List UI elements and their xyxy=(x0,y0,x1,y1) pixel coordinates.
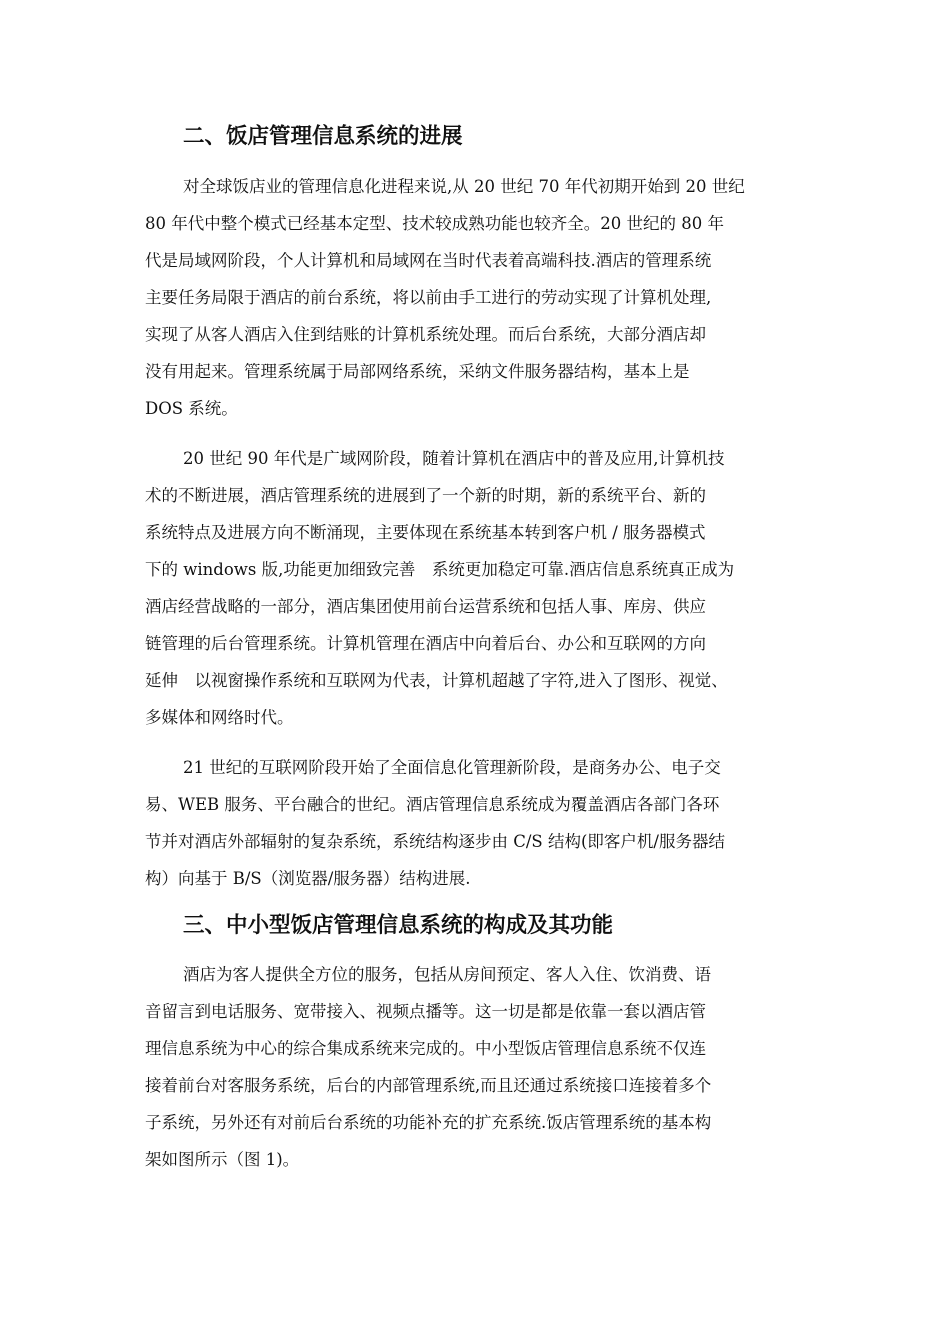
text-line: 酒店经营战略的一部分，酒店集团使用前台运营系统和包括人事、库房、供应 xyxy=(145,597,706,616)
text-line: 系统特点及进展方向不断涌现，主要体现在系统基本转到客户机 / 服务器模式 xyxy=(145,523,706,542)
text-line: 音留言到电话服务、宽带接入、视频点播等。这一切是都是依靠一套以酒店管 xyxy=(145,1002,706,1021)
text-line: 实现了从客人酒店入住到结账的计算机系统处理。而后台系统，大部分酒店却 xyxy=(145,325,706,344)
text-line: 链管理的后台管理系统。计算机管理在酒店中向着后台、办公和互联网的方向 xyxy=(145,634,706,653)
text-line: 酒店为客人提供全方位的服务，包括从房间预定、客人入住、饮消费、语 xyxy=(183,965,711,984)
section-3-heading: 三、中小型饭店管理信息系统的构成及其功能 xyxy=(183,913,614,938)
text-line: 21 世纪的互联网阶段开始了全面信息化管理新阶段，是商务办公、电子交 xyxy=(183,758,721,777)
text-line: 易、WEB 服务、平台融合的世纪。酒店管理信息系统成为覆盖酒店各部门各环 xyxy=(145,795,720,814)
text-line: 多媒体和网络时代。 xyxy=(145,708,294,727)
text-line: 构）向基于 B/S（浏览器/服务器）结构进展. xyxy=(145,869,471,888)
text-line: 架如图所示（图 1)。 xyxy=(145,1150,300,1169)
text-line: 子系统，另外还有对前后台系统的功能补充的扩充系统.饭店管理系统的基本构 xyxy=(145,1113,712,1132)
section-2-paragraph-2 xyxy=(145,440,835,736)
section-2-heading: 二、饭店管理信息系统的进展 xyxy=(183,124,463,149)
text-line: 对全球饭店业的管理信息化进程来说,从 20 世纪 70 年代初期开始到 20 世纪 xyxy=(183,177,745,196)
text-line: 延伸 以视窗操作系统和互联网为代表，计算机超越了字符,进入了图形、视觉、 xyxy=(145,671,728,690)
text-line: 理信息系统为中心的综合集成系统来完成的。中小型饭店管理信息系统不仅连 xyxy=(145,1039,706,1058)
section-2-paragraph-3 xyxy=(145,749,835,897)
section-3-paragraph-1 xyxy=(145,956,835,1178)
section-2-paragraph-1 xyxy=(145,168,835,427)
text-line: 代是局域网阶段，个人计算机和局域网在当时代表着高端科技.酒店的管理系统 xyxy=(145,251,712,270)
text-line: 节并对酒店外部辐射的复杂系统，系统结构逐步由 C/S 结构(即客户机/服务器结 xyxy=(145,832,725,851)
text-line: DOS 系统。 xyxy=(145,399,238,418)
text-line: 没有用起来。管理系统属于局部网络系统，采纳文件服务器结构，基本上是 xyxy=(145,362,690,381)
text-line: 20 世纪 90 年代是广域网阶段，随着计算机在酒店中的普及应用,计算机技 xyxy=(183,449,725,468)
text-line: 下的 windows 版,功能更加细致完善 系统更加稳定可靠.酒店信息系统真正成为 xyxy=(145,560,735,579)
text-line: 接着前台对客服务系统，后台的内部管理系统,而且还通过系统接口连接着多个 xyxy=(145,1076,712,1095)
text-line: 术的不断进展，酒店管理系统的进展到了一个新的时期，新的系统平台、新的 xyxy=(145,486,706,505)
text-line: 80 年代中整个模式已经基本定型、技术较成熟功能也较齐全。20 世纪的 80 年 xyxy=(145,214,724,233)
text-line: 主要任务局限于酒店的前台系统，将以前由手工进行的劳动实现了计算机处理, xyxy=(145,288,712,307)
